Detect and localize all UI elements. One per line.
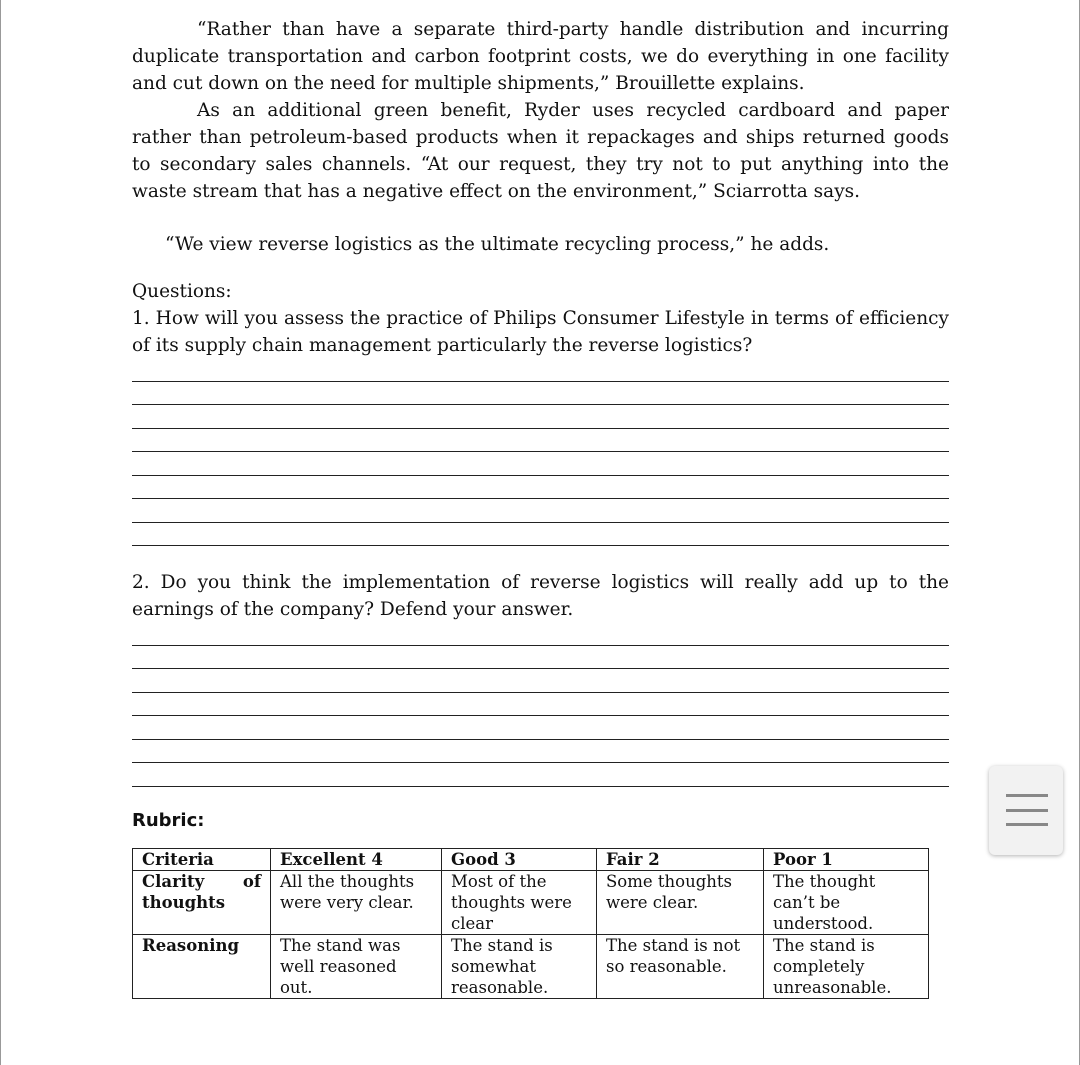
paragraph-green-benefit: As an additional green benefit, Ryder uses recycled cardboard and paper rather than petroleum-based products when it repackages and ships returned goods to secondary sales channels. “At our request, they try not to put anything into the waste stream that has a negative effect on the environment,” Sciarrotta says. — [132, 100, 949, 202]
table-cell: Most of the thoughts were clear — [442, 871, 597, 935]
table-header-row — [133, 849, 929, 871]
table-cell: The stand was well reasoned out. — [271, 935, 442, 999]
questions-heading: Questions: — [132, 281, 232, 302]
table-cell: The stand is not so reasonable. — [597, 935, 764, 999]
table-cell: The stand is completely unreasonable. — [764, 935, 929, 999]
table-cell: Reasoning — [133, 935, 271, 999]
question-1: 1. How will you assess the practice of Philips Consumer Lifestyle in terms of efficiency of its supply chain management particularly the reverse logistics? — [132, 308, 949, 356]
table-cell: All the thoughts were very clear. — [271, 871, 442, 935]
header-cell: Excellent 4 — [271, 849, 442, 871]
table-cell: The stand is somewhat reasonable. — [442, 935, 597, 999]
header-cell: Poor 1 — [764, 849, 929, 871]
table-cell: The thought can’t be understood. — [764, 871, 929, 935]
answer-lines-1[interactable] — [132, 358, 949, 546]
answer-lines-2[interactable] — [132, 622, 949, 787]
rubric-label: Rubric: — [132, 810, 205, 831]
menu-button[interactable] — [989, 766, 1063, 855]
paragraph-recycling-quote: “We view reverse logistics as the ultimate recycling process,” he adds. — [165, 234, 830, 255]
table-row — [133, 935, 929, 999]
table-cell: Some thoughts were clear. — [597, 871, 764, 935]
header-cell: Good 3 — [442, 849, 597, 871]
table-row — [133, 871, 929, 935]
header-cell: Fair 2 — [597, 849, 764, 871]
paragraph-quote-brouillette: “Rather than have a separate third-party handle distribution and incurring duplicate transportation and carbon footprint costs, we do everything in one facility and cut down on the need for multiple shipments,” Brouillette explains. — [132, 19, 949, 94]
table-cell: Clarity of thoughts — [133, 871, 271, 935]
question-2: 2. Do you think the implementation of reverse logistics will really add up to the earnings of the company? Defend your answer. — [132, 572, 949, 620]
rubric-table — [132, 848, 929, 999]
header-cell: Criteria — [133, 849, 271, 871]
